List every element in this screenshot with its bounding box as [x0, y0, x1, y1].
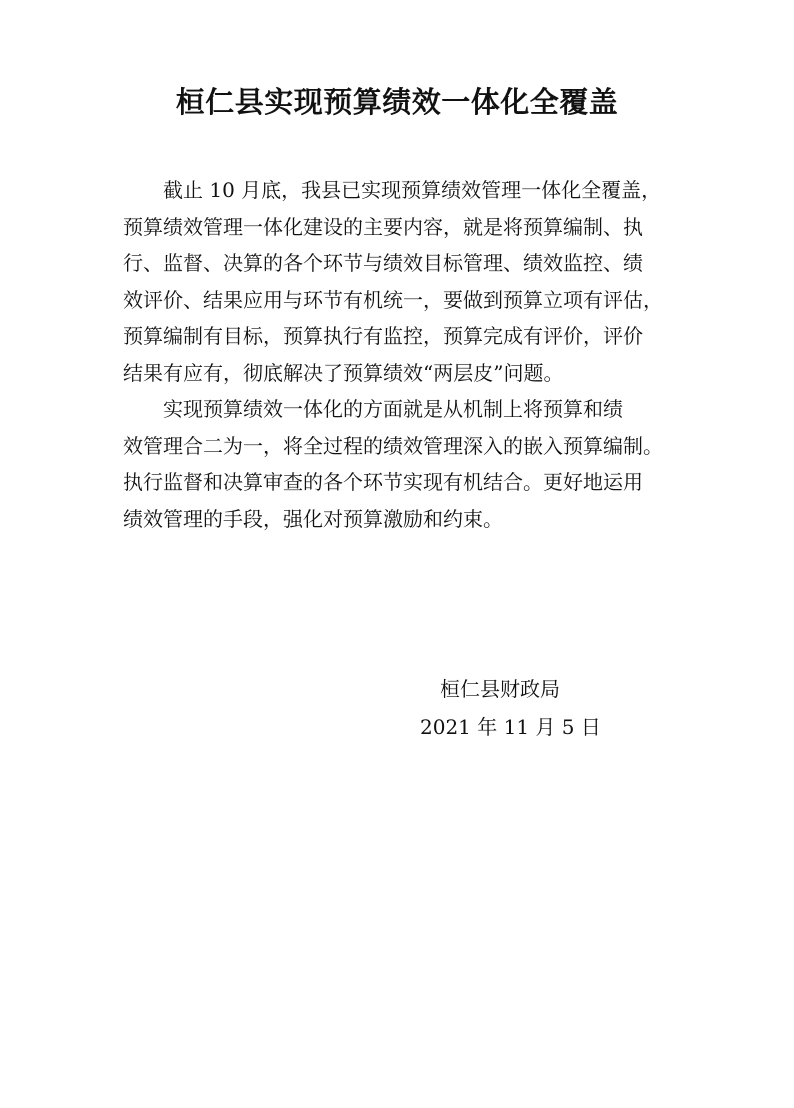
paragraph-line: 预算绩效管理一体化建设的主要内容，就是将预算编制、执: [123, 214, 643, 239]
paragraph-line: 执行监督和决算审查的各个环节实现有机结合。更好地运用: [123, 470, 643, 494]
signature-organization: 桓仁县财政局: [440, 677, 560, 701]
paragraph-line: 实现预算绩效一体化的方面就是从机制上将预算和绩: [163, 397, 623, 421]
paragraph-line: 行、监督、决算的各个环节与绩效目标管理、绩效监控、绩: [123, 251, 643, 275]
paragraph-2: [123, 391, 683, 537]
paragraph-line: 效评价、结果应用与环节有机统一，要做到预算立项有评估，: [123, 287, 663, 312]
paragraph-1: [123, 172, 683, 391]
paragraph-line: 截止 10 月底，我县已实现预算绩效管理一体化全覆盖，: [163, 178, 662, 202]
signature-date: 2021 年 11 月 5 日: [420, 715, 601, 739]
paragraph-line: 预算编制有目标，预算执行有监控，预算完成有评价，评价: [123, 324, 643, 348]
paragraph-line: 结果有应有，彻底解决了预算绩效“两层皮”问题。: [123, 360, 564, 385]
paragraph-line: 效管理合二为一，将全过程的绩效管理深入的嵌入预算编制。: [123, 433, 663, 458]
signature-block: [420, 670, 680, 746]
document-body: [123, 172, 683, 537]
document-title: 桓仁县实现预算绩效一体化全覆盖: [175, 85, 619, 119]
paragraph-line: 绩效管理的手段，强化对预算激励和约束。: [123, 506, 503, 531]
